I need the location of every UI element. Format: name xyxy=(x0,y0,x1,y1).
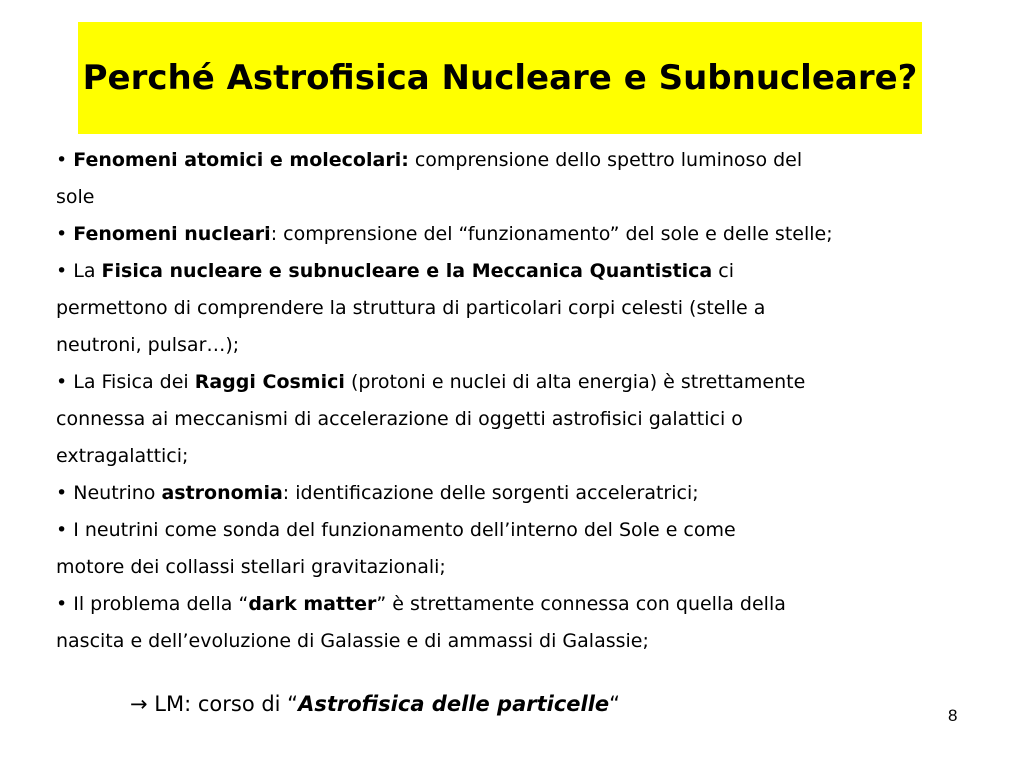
body-line xyxy=(56,475,996,512)
bold-term: Fenomeni nucleari xyxy=(73,223,271,245)
body-line xyxy=(56,142,996,179)
bold-term: Raggi Cosmici xyxy=(194,371,345,393)
body-line: permettono di comprendere la struttura di particolari corpi celesti (stelle a xyxy=(56,297,766,319)
footer-close-quote: “ xyxy=(609,692,621,716)
body-line: motore dei collassi stellari gravitazionali; xyxy=(56,556,446,578)
page-number: 8 xyxy=(948,706,958,725)
course-name: Astrofisica delle particelle xyxy=(298,692,610,716)
bullet: • Neutrino xyxy=(56,482,162,504)
footer-text: LM: corso di “ xyxy=(147,692,299,716)
body-line xyxy=(56,364,996,401)
body-line: connessa ai meccanismi di accelerazione di oggetti astrofisici galattici o xyxy=(56,408,743,430)
body-line xyxy=(56,253,996,290)
title-box xyxy=(78,22,922,134)
bold-term: Fisica nucleare e subnucleare e la Meccanica Quantistica xyxy=(101,260,713,282)
body-text: ” è strettamente connessa con quella della xyxy=(376,593,786,615)
body-text: : identificazione delle sorgenti acceleratrici; xyxy=(282,482,699,504)
body-line: • I neutrini come sonda del funzionamento dell’interno del Sole e come xyxy=(56,519,736,541)
footer-note xyxy=(130,686,620,722)
body-line xyxy=(56,586,996,623)
body-line: nascita e dell’evoluzione di Galassie e di ammassi di Galassie; xyxy=(56,630,649,652)
bullet: • xyxy=(56,223,74,245)
body-text: : comprensione del “funzionamento” del sole e delle stelle; xyxy=(270,223,833,245)
body-line: extragalattici; xyxy=(56,445,189,467)
slide-body xyxy=(56,142,996,660)
bullet: • Il problema della “ xyxy=(56,593,249,615)
bullet: • La Fisica dei xyxy=(56,371,195,393)
bold-term: dark matter xyxy=(248,593,377,615)
bold-term: astronomia xyxy=(161,482,283,504)
body-line xyxy=(56,216,996,253)
bullet: • La xyxy=(56,260,102,282)
body-line: sole xyxy=(56,186,95,208)
bold-term: Fenomeni atomici e molecolari: xyxy=(73,149,409,171)
body-text: ci xyxy=(712,260,734,282)
body-line: neutroni, pulsar…); xyxy=(56,334,240,356)
body-text: (protoni e nuclei di alta energia) è strettamente xyxy=(344,371,806,393)
bullet: • xyxy=(56,149,74,171)
body-text: comprensione dello spettro luminoso del xyxy=(408,149,803,171)
arrow-right-icon: → xyxy=(130,692,148,716)
slide-title: Perché Astrofisica Nucleare e Subnucleare? xyxy=(82,58,918,98)
